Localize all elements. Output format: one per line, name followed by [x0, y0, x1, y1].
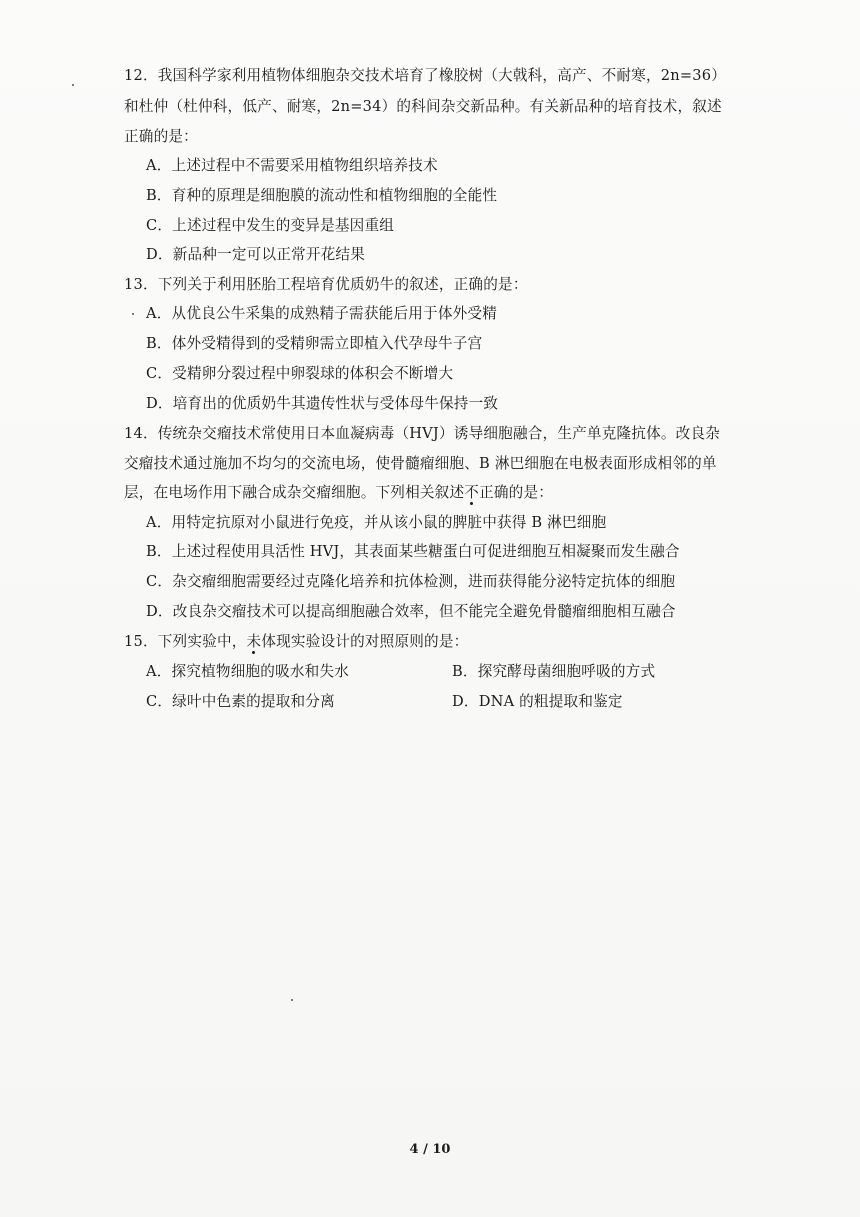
q12-stem-line2: 和杜仲（杜仲科，低产、耐寒，2n=34）的科间杂交新品种。有关新品种的培育技术，叙述: [124, 98, 722, 115]
emphasis-mark-not: 不: [464, 484, 480, 501]
q15-option-a: A．探究植物细胞的吸水和失水: [146, 663, 350, 680]
q13-option-a: A．从优良公牛采集的成熟精子需获能后用于体外受精: [146, 305, 497, 322]
q14-stem-line3-pre: 层，在电场作用下融合成杂交瘤细胞。下列相关叙述: [124, 484, 465, 501]
q13-option-c: C．受精卵分裂过程中卵裂球的体积会不断增大: [146, 365, 454, 382]
q13-stem: 13．下列关于利用胚胎工程培育优质奶牛的叙述，正确的是：: [124, 276, 528, 293]
q14-stem-line3: [124, 483, 553, 503]
q15-option-c: C．绿叶中色素的提取和分离: [146, 693, 335, 710]
q12-option-b: B．育种的原理是细胞膜的流动性和植物细胞的全能性: [146, 187, 498, 204]
scan-speck: [132, 313, 134, 315]
q15-option-d: D．DNA 的粗提取和鉴定: [452, 693, 623, 710]
q15-option-b: B．探究酵母菌细胞呼吸的方式: [452, 663, 656, 680]
q12-option-a: A．上述过程中不需要采用植物组织培养技术: [146, 157, 438, 174]
q14-option-a: A．用特定抗原对小鼠进行免疫，并从该小鼠的脾脏中获得 B 淋巴细胞: [146, 514, 607, 531]
q13-option-d: D．培育出的优质奶牛其遗传性状与受体母牛保持一致: [146, 395, 499, 412]
q15-stem: [124, 632, 468, 652]
q14-option-b: B．上述过程使用具活性 HVJ，其表面某些糖蛋白可促进细胞互相凝聚而发生融合: [146, 543, 680, 560]
page-number: 4 / 10: [409, 1142, 451, 1157]
emphasis-mark-not-yet: 未: [246, 633, 262, 650]
q13-option-b: B．体外受精得到的受精卵需立即植入代孕母牛子宫: [146, 335, 483, 352]
q15-stem-post: 体现实验设计的对照原则的是：: [261, 633, 469, 650]
q14-stem-line1: 14．传统杂交瘤技术常使用日本血凝病毒（HVJ）诱导细胞融合，生产单克隆抗体。改良杂: [124, 425, 721, 442]
q14-option-c: C．杂交瘤细胞需要经过克隆化培养和抗体检测，进而获得能分泌特定抗体的细胞: [146, 573, 676, 590]
scan-speck: [291, 999, 293, 1001]
q14-option-d: D．改良杂交瘤技术可以提高细胞融合效率，但不能完全避免骨髓瘤细胞相互融合: [146, 603, 676, 620]
q12-option-c: C．上述过程中发生的变异是基因重组: [146, 217, 395, 234]
q12-stem-line1: 12．我国科学家利用植物体细胞杂交技术培育了橡胶树（大戟科，高产、不耐寒，2n=36）: [124, 67, 727, 84]
scan-speck: [72, 84, 74, 86]
q15-stem-pre: 15．下列实验中，: [124, 633, 247, 650]
q14-stem-line2: 交瘤技术通过施加不均匀的交流电场，使骨髓瘤细胞、B 淋巴细胞在电极表面形成相邻的单: [124, 455, 717, 472]
q14-stem-line3-post: 正确的是：: [479, 484, 554, 501]
q12-option-d: D．新品种一定可以正常开花结果: [146, 246, 366, 263]
q12-stem-line3: 正确的是：: [124, 128, 198, 145]
